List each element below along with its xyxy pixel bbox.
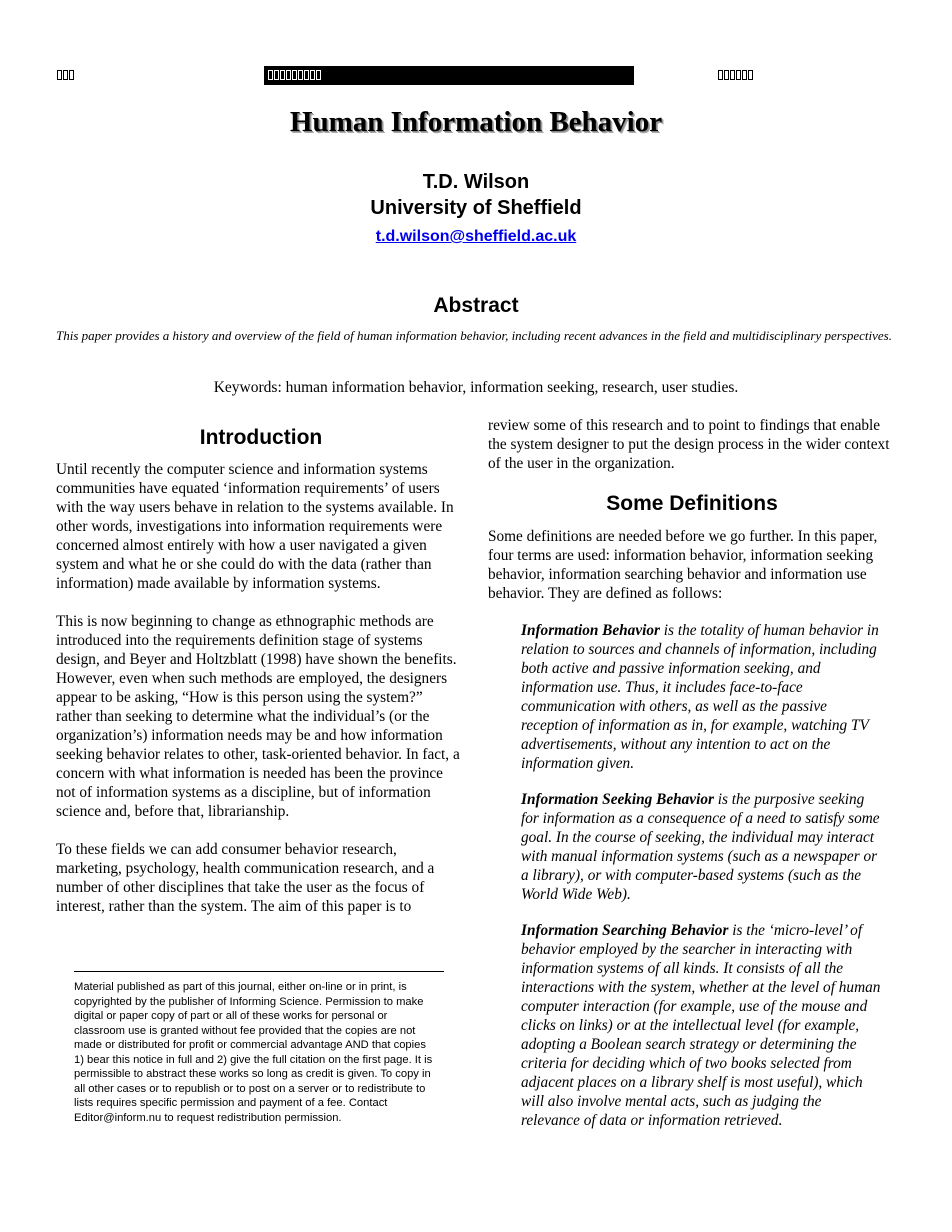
definition-information-searching-behavior (521, 921, 881, 1130)
author-name: T.D. Wilson (422, 171, 530, 193)
definitions-heading: Some Definitions (606, 492, 778, 515)
abstract-text: This paper provides a history and overview of the field of human information behavior, including recent advances in the field and multidisciplinary perspectives. (56, 328, 892, 343)
intro-paragraph: To these fields we can add consumer behavior research, marketing, psychology, health communication research, and a number of other disciplines that take the user as the focus of interest, rather than the system. The aim of this paper is to (56, 841, 435, 915)
intro-paragraph: Until recently the computer science and information systems communities have equated ‘information requirements’ of users with the way users behave in relation to the systems available. In other words, investigations into information requirements were concerned almost entirely with how a user navigated a given system and what he or she could do with the data (rather than information) made available by information systems. (56, 461, 454, 592)
introduction-heading: Introduction (199, 426, 323, 449)
email-link[interactable]: t.d.wilson@sheffield.ac.uk (375, 228, 577, 245)
running-header-bar (264, 66, 634, 85)
copyright-footnote: Material published as part of this journal, either on-line or in print, is copyrighted by the publisher of Informing Science. Permission to make digital or paper copy of part or all of these works for personal or classroom use is granted without fee provided that the copies are not made or distributed for profit or commercial advantage AND that copies 1) bear this notice in full and 2) give the full citation on the first page. It is permissible to abstract these works so long as credit is given. To copy in all other cases or to republish or to post on a server or to redistribute to lists requires specific permission and payment of a fee. Contact Editor@inform.nu to request redistribution permission. (74, 981, 433, 1124)
abstract-heading: Abstract (433, 294, 519, 317)
definition-text: is the purposive seeking for information as a consequence of a need to satisfy some goal. In the course of seeking, the individual may interact with manual information systems (such as a newspaper or a library), or with computer-based systems (such as the World Wide Web). (521, 791, 880, 903)
footnote-rule (74, 971, 444, 972)
definition-term: Information Searching Behavior (521, 922, 729, 939)
introduction-body (56, 460, 462, 916)
author-affiliation: University of Sheffield (370, 197, 582, 219)
definitions-intro: Some definitions are needed before we go further. In this paper, four terms are used: information behavior, information seeking behavior, information searching behavior and information use behavior. They are defined as follows: (488, 528, 878, 602)
intro-continuation-text: review some of this research and to point to findings that enable the system designer to put the design process in the wider context of the user in the organization. (488, 417, 890, 472)
author-block (0, 169, 952, 221)
definition-term: Information Behavior (521, 622, 660, 639)
author-email (0, 228, 952, 246)
keywords: Keywords: human information behavior, information seeking, research, user studies. (213, 379, 739, 396)
definition-text: is the totality of human behavior in relation to sources and channels of information, including both active and passive information seeking, and information use. Thus, it includes face-to-face communication with others, as well as the passive reception of information as in, for example, watching TV advertisements, without any intention to act on the information given. (521, 622, 879, 772)
introduction-continuation (488, 416, 892, 473)
definition-text: is the ‘micro-level’ of behavior employed by the searcher in interacting with information systems of all kinds. It consists of all the interactions with the system, whether at the level of human computer interaction (for example, use of the mouse and clicks on links) or at the intellectual level (for example, adopting a Boolean search strategy or determining the criteria for deciding which of two books selected from adjacent places on a library shelf is most useful), which will also involve mental acts, such as judging the relevance of data or information retrieved. (521, 922, 881, 1129)
paper-title: Human Information Behavior (289, 106, 663, 138)
definition-information-seeking-behavior (521, 790, 881, 904)
running-header-right (718, 70, 753, 80)
definition-information-behavior (521, 621, 881, 773)
running-header-left (57, 70, 74, 80)
intro-paragraph: This is now beginning to change as ethnographic methods are introduced into the requirements definition stage of systems design, and Beyer and Holtzblatt (1998) have shown the benefits. However, even when such methods are employed, the designers appear to be asking, “How is this person using the system?” rather than seeking to determine what the individual’s (or the organization’s) information needs may be and how information seeking behavior relates to other, task-oriented behavior. In fact, a concern with what information is needed has been the province not of information systems as a discipline, but of information science and, before that, librarianship. (56, 613, 460, 820)
definition-term: Information Seeking Behavior (521, 791, 714, 808)
